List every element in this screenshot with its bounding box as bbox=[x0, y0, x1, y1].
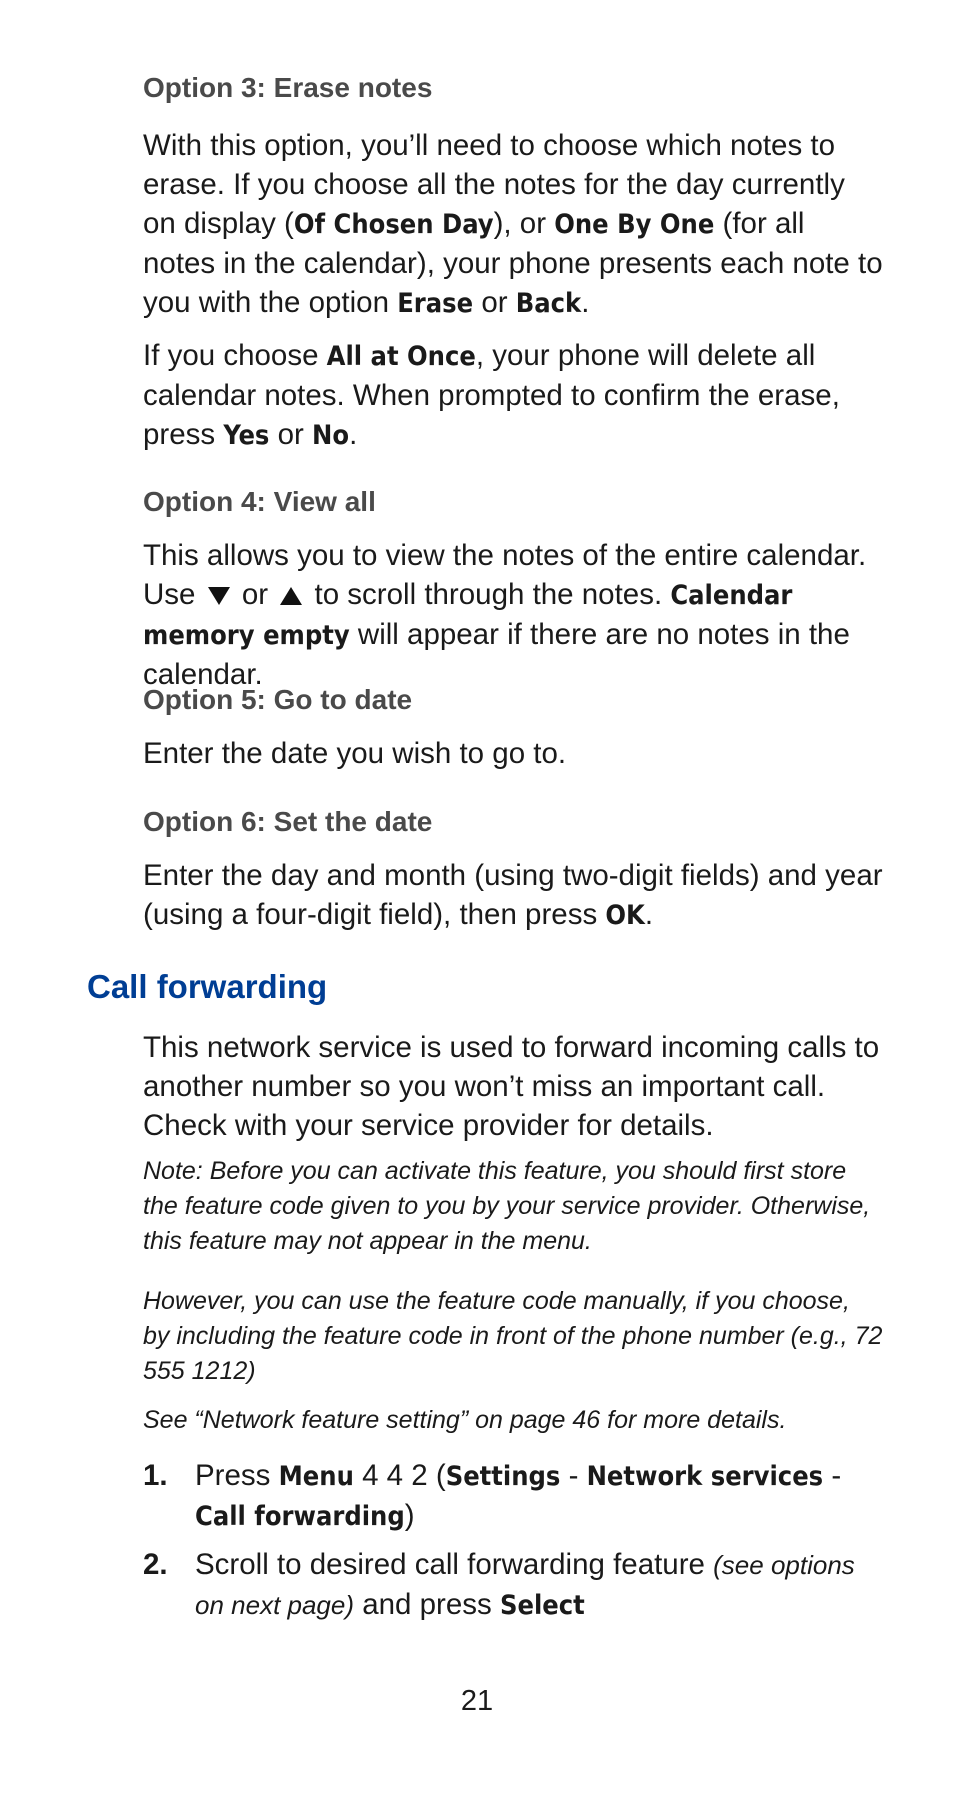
note-paragraph-2: However, you can use the feature code manually, if you choose, by including the feature code in front of the phone number (e.g., 72 555 1212) bbox=[143, 1287, 883, 1385]
scroll-up-arrow-icon bbox=[280, 587, 302, 605]
option-3-heading: Option 3: Erase notes bbox=[143, 72, 433, 103]
step-number: 1. bbox=[143, 1459, 168, 1492]
option-5-paragraph: Enter the date you wish to go to. bbox=[143, 737, 567, 770]
option-3-paragraph-1: With this option, you’ll need to choose which notes to erase. If you choose all the notes for the day currently on display (Of Chosen Day), or One By One (for all notes in the calendar), your phone presents each note to you with the option Erase or Back. bbox=[143, 129, 883, 319]
step-1 bbox=[143, 1456, 883, 1536]
option-4-paragraph: This allows you to view the notes of the entire calendar. Use or to scroll through the notes. Calendar memory empty will appear if there are no notes in the calendar. bbox=[143, 539, 867, 691]
option-6-paragraph: Enter the day and month (using two-digit fields) and year (using a four-digit field), then press OK. bbox=[143, 859, 883, 931]
page-number: 21 bbox=[460, 1685, 494, 1717]
option-4-heading: Option 4: View all bbox=[143, 486, 376, 517]
step-text: Press Menu 4 4 2 (Settings - Network services - Call forwarding) bbox=[195, 1459, 842, 1532]
scroll-down-arrow-icon bbox=[208, 587, 230, 605]
call-forwarding-intro: This network service is used to forward incoming calls to another number so you won’t miss an important call. Check with your service provider for details. bbox=[143, 1031, 880, 1142]
step-2 bbox=[143, 1545, 883, 1625]
step-text: Scroll to desired call forwarding feature (see options on next page) and press Select bbox=[195, 1548, 855, 1621]
call-forwarding-title: Call forwarding bbox=[87, 968, 328, 1005]
step-number: 2. bbox=[143, 1548, 168, 1581]
note-paragraph-1: Note: Before you can activate this feature, you should first store the feature code given to you by your service provider. Otherwise, this feature may not appear in the menu. bbox=[143, 1157, 871, 1255]
option-5-heading: Option 5: Go to date bbox=[143, 684, 413, 715]
option-3-paragraph-2: If you choose All at Once, your phone will delete all calendar notes. When prompted to confirm the erase, press Yes or No. bbox=[143, 339, 840, 451]
option-6-heading: Option 6: Set the date bbox=[143, 806, 433, 837]
note-paragraph-3: See “Network feature setting” on page 46 for more details. bbox=[143, 1406, 787, 1434]
